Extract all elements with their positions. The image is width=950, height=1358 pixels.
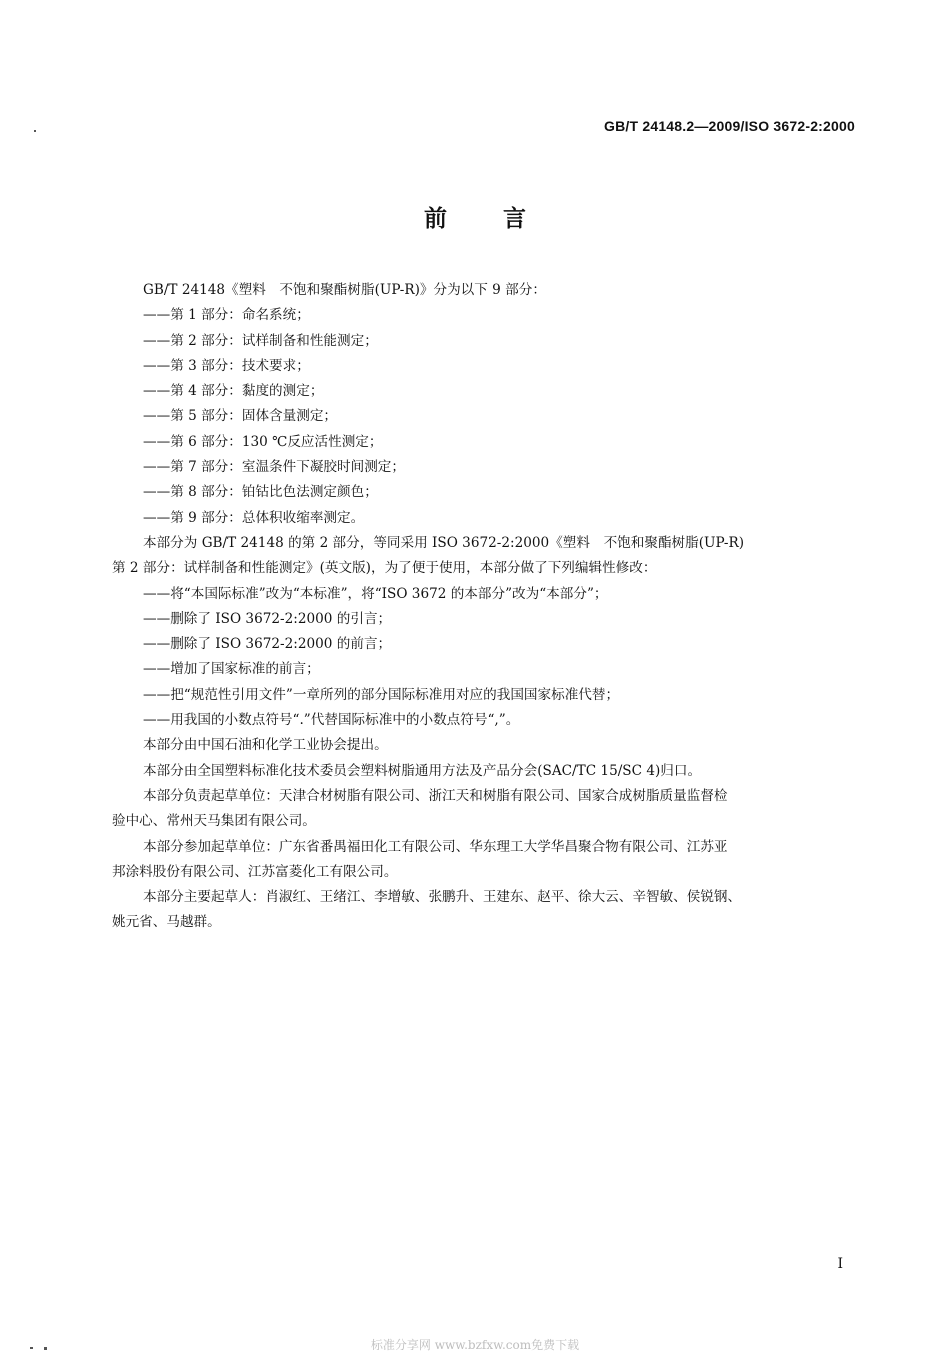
text-line: 邦涂料股份有限公司、江苏富菱化工有限公司。 (112, 863, 398, 880)
text-line: GB/T 24148《塑料 不饱和聚酯树脂(UP-R)》分为以下 9 部分： (143, 282, 546, 298)
page-number: I (837, 1256, 843, 1272)
text-line: ——删除了 ISO 3672-2:2000 的前言； (143, 636, 392, 653)
text-line: ——第 1 部分：命名系统； (143, 307, 310, 324)
text-line: ——删除了 ISO 3672-2:2000 的引言； (143, 610, 392, 627)
scan-speck (30, 1347, 33, 1349)
text-line: ——第 9 部分：总体积收缩率测定。 (143, 509, 365, 526)
text-line: 本部分为 GB/T 24148 的第 2 部分，等同采用 ISO 3672-2:2000《塑料 不饱和聚酯树脂(UP-R) (143, 534, 745, 551)
page-title: 前言 (424, 206, 582, 232)
scan-speck (44, 1347, 47, 1350)
standard-code: GB/T 24148.2—2009/ISO 3672-2:2000 (604, 118, 855, 134)
text-line: ——第 2 部分：试样制备和性能测定； (143, 332, 378, 349)
text-line: 本部分由全国塑料标准化技术委员会塑料树脂通用方法及产品分会(SAC/TC 15/SC 4)归口。 (143, 762, 702, 779)
watermark: 标准分享网 www.bzfxw.com免费下载 (370, 1338, 580, 1352)
text-line: 本部分参加起草单位：广东省番禺福田化工有限公司、华东理工大学华昌聚合物有限公司、江苏亚 (143, 838, 728, 855)
text-line: ——第 6 部分：130 ℃反应活性测定； (143, 433, 383, 450)
text-line: 姚元省、马越群。 (112, 914, 221, 931)
text-line: ——第 3 部分：技术要求； (143, 357, 310, 374)
text-line: ——把“规范性引用文件”一章所列的部分国际标准用对应的我国国家标准代替； (143, 686, 620, 703)
text-line: 本部分由中国石油和化学工业协会提出。 (143, 737, 388, 754)
text-line: 本部分主要起草人：肖淑红、王绪江、李增敏、张鹏升、王建东、赵平、徐大云、辛智敏、侯锐钢、 (143, 889, 742, 906)
scan-speck (34, 130, 36, 132)
text-line: ——第 7 部分：室温条件下凝胶时间测定； (143, 459, 405, 476)
text-line: ——用我国的小数点符号“.”代替国际标准中的小数点符号“,”。 (143, 712, 520, 729)
text-line: 验中心、常州天马集团有限公司。 (112, 813, 316, 830)
foreword-body (112, 278, 857, 936)
text-line: ——第 4 部分：黏度的测定； (143, 383, 324, 400)
text-line: ——第 5 部分：固体含量测定； (143, 408, 338, 425)
text-line: ——增加了国家标准的前言； (143, 661, 320, 678)
text-line: 第 2 部分：试样制备和性能测定》(英文版)，为了便于使用，本部分做了下列编辑性修改： (112, 560, 657, 577)
text-line: 本部分负责起草单位：天津合材树脂有限公司、浙江天和树脂有限公司、国家合成树脂质量监督检 (143, 787, 728, 804)
text-line: ——第 8 部分：铂钴比色法测定颜色； (143, 484, 378, 501)
text-line: ——将“本国际标准”改为“本标准”，将“ISO 3672 的本部分”改为“本部分”； (143, 585, 608, 602)
